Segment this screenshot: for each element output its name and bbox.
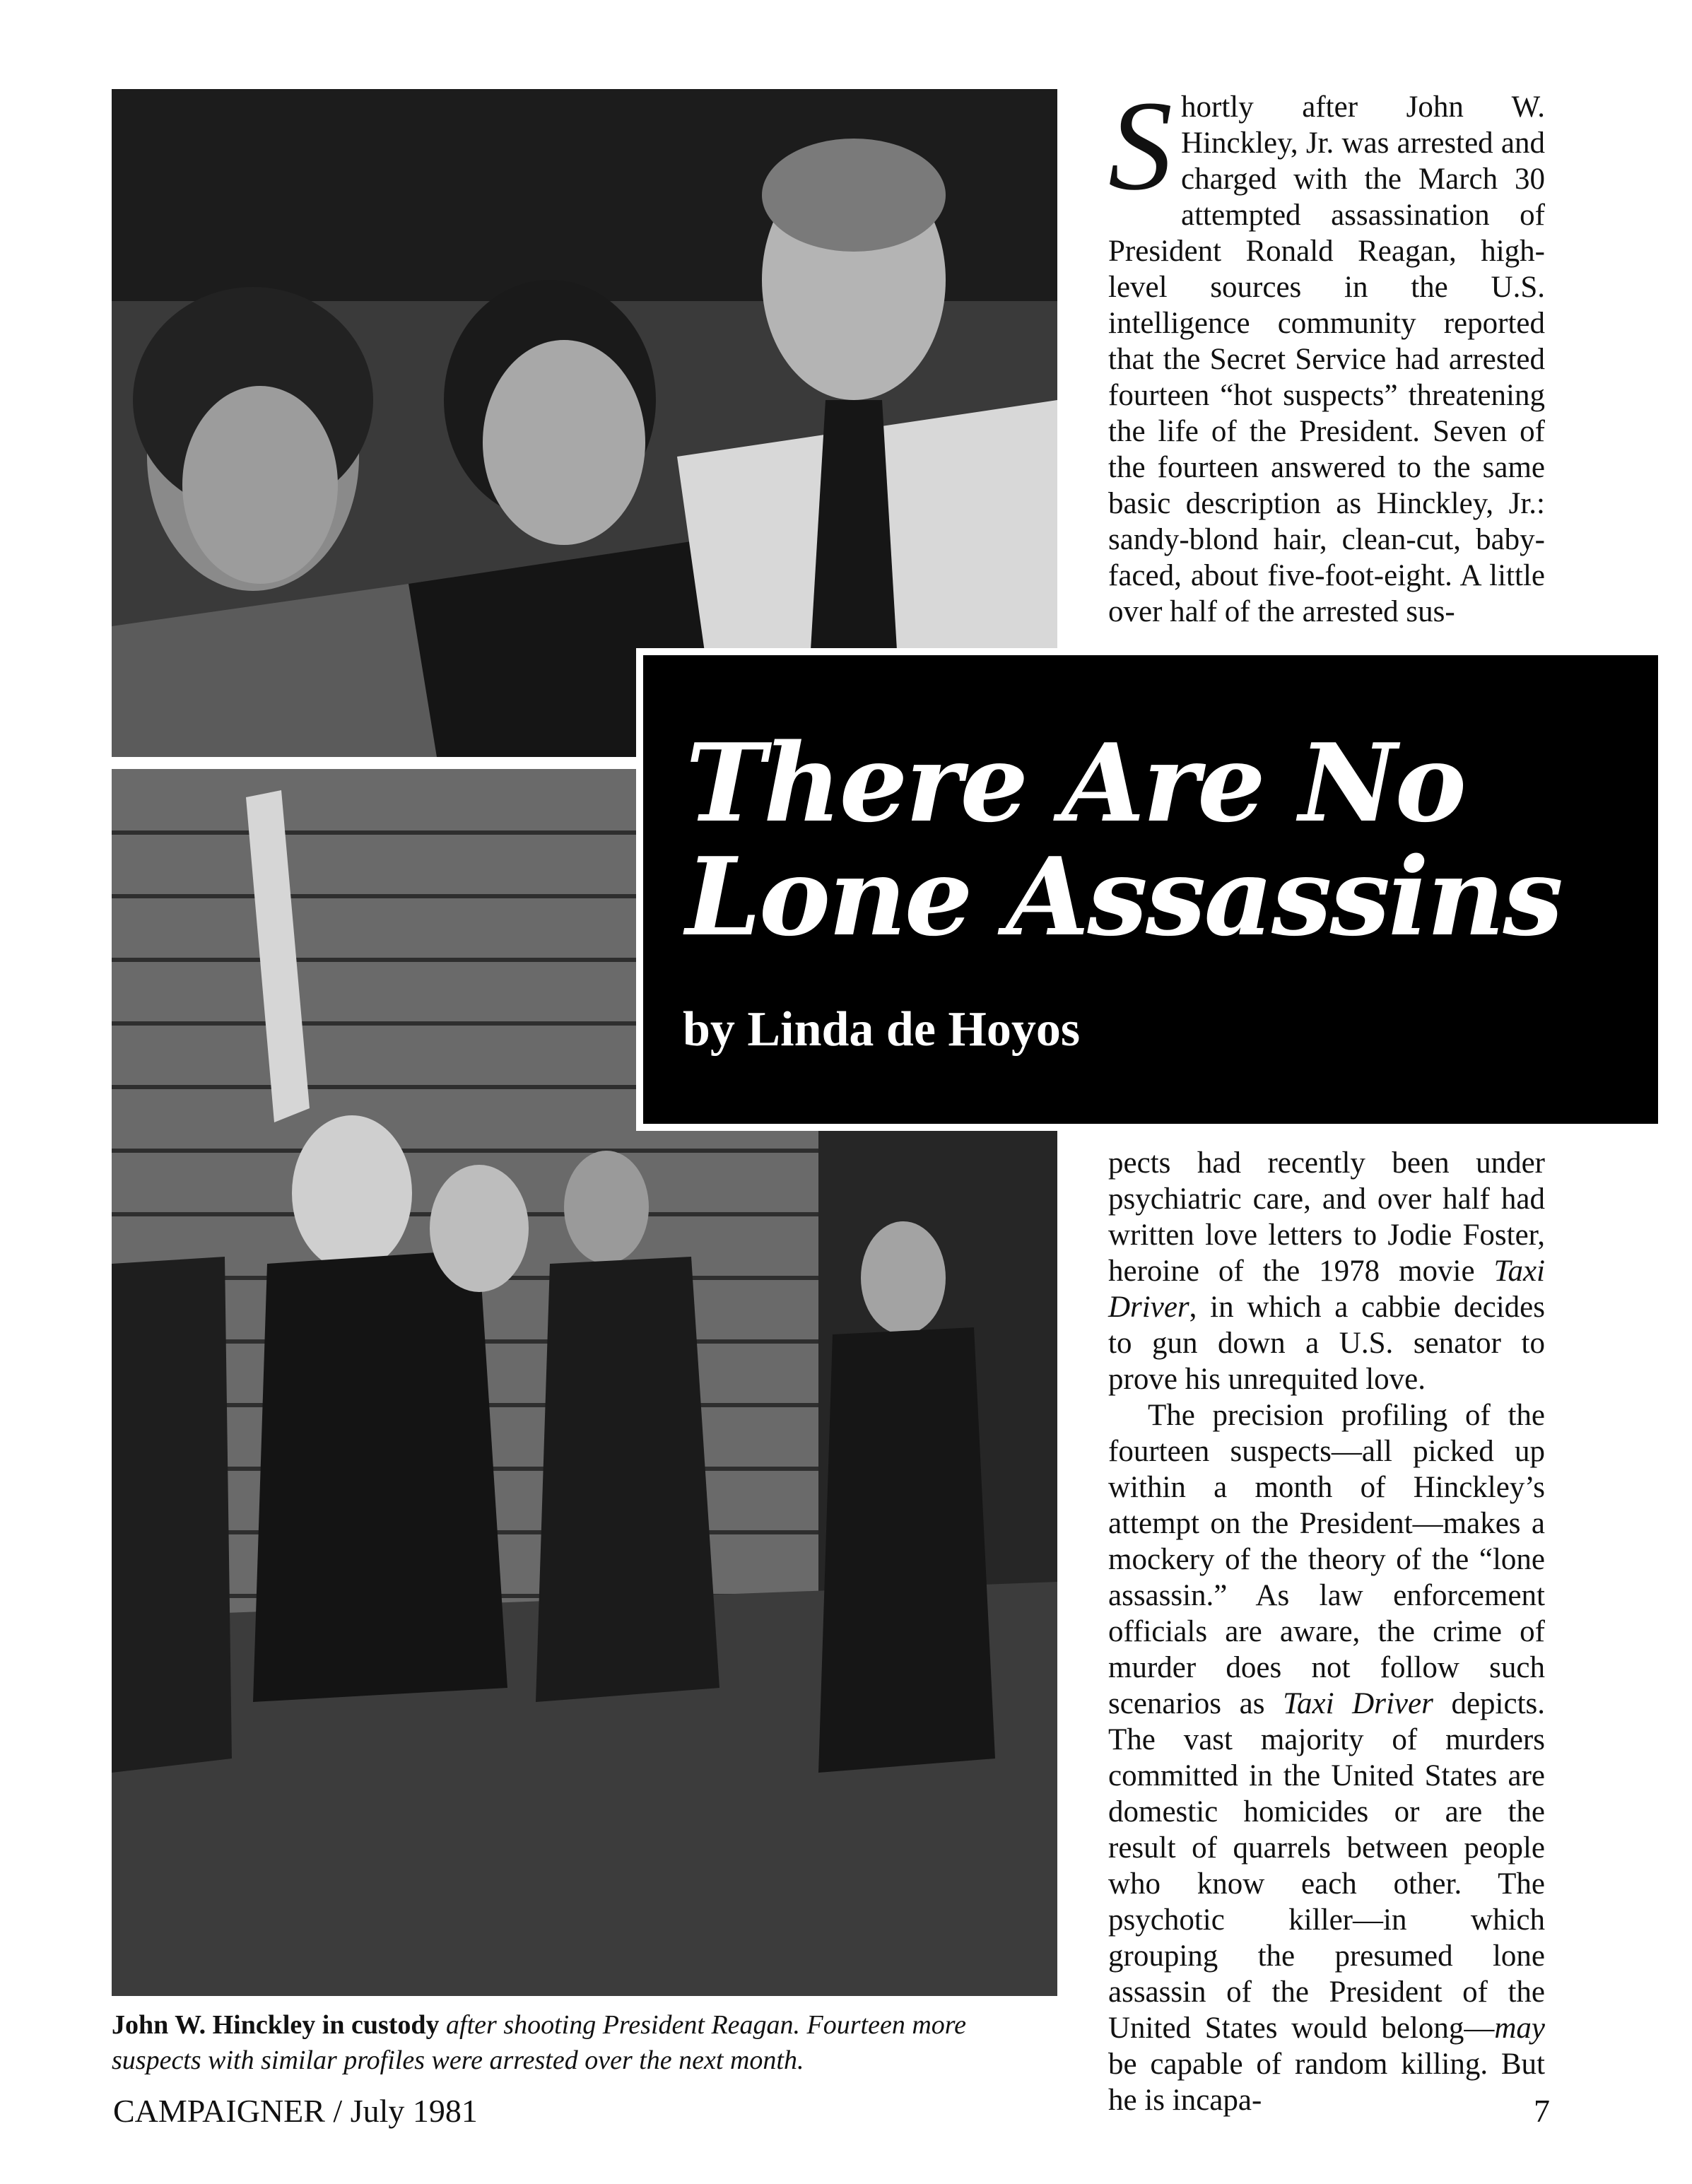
caption-italic: after shooting President Reagan. Fourteen more suspects with similar profiles were arrested over the next month.	[112, 2010, 966, 2075]
film-title: Taxi Driver	[1108, 1255, 1545, 1324]
article-title: There Are No Lone Assassins	[686, 720, 1561, 961]
article-column-top	[1108, 75, 1545, 630]
page-number: 7	[1534, 2093, 1550, 2129]
film-title-2: Taxi Driver	[1283, 1687, 1433, 1720]
drop-cap: S	[1108, 75, 1173, 217]
paragraph-1-text: hortly after John W. Hinckley, Jr. was arrested and charged with the March 30 attempted assassination of President Ronald Reagan, high-level sources in the U.S. intelligence community reported that the Secret Service had arrested fourteen “hot suspects” threatening the life of the President. Seven of the fourteen answered to the same basic description as Hinckley, Jr.: sandy-blond hair, clean-cut, baby-faced, about five-foot-eight. A little over half of the arrested sus-	[1108, 90, 1545, 628]
byline: by Linda de Hoyos	[683, 1002, 1081, 1057]
paragraph-1-cont-b: , in which a cabbie decides to gun down a U.S. senator to prove his unrequited love.	[1108, 1291, 1545, 1396]
paragraph-1	[1108, 75, 1545, 630]
paragraph-1-continued	[1108, 1145, 1545, 1397]
emphasis-may: may	[1494, 2012, 1545, 2045]
paragraph-1-cont-a: pects had recently been under psychiatric care, and over half had written love letters to Jodie Foster, heroine of the 1978 movie	[1108, 1146, 1545, 1288]
publication-footer: CAMPAIGNER / July 1981	[113, 2093, 478, 2129]
paragraph-2-c: be capable of random killing. But he is incapa-	[1108, 2048, 1545, 2117]
paragraph-2-a: The precision profiling of the fourteen suspects—all picked up within a month of Hinckley’s attempt on the President—makes a mockery of the theory of the “lone assassin.” As law enforcement officials are aware, the crime of murder does not follow such scenarios as	[1108, 1399, 1545, 1720]
article-column-bottom	[1108, 1145, 1545, 2118]
photo-caption	[112, 2007, 1057, 2078]
paragraph-2-b: depicts. The vast majority of murders committed in the United States are domestic homicides or are the result of quarrels between people who know each other. The psychotic killer—in which grouping the presumed lone assassin of the President of the United States would belong—	[1108, 1687, 1545, 2045]
title-box	[636, 648, 1665, 1131]
paragraph-2	[1108, 1397, 1545, 2118]
caption-bold: John W. Hinckley in custody	[112, 2010, 440, 2040]
